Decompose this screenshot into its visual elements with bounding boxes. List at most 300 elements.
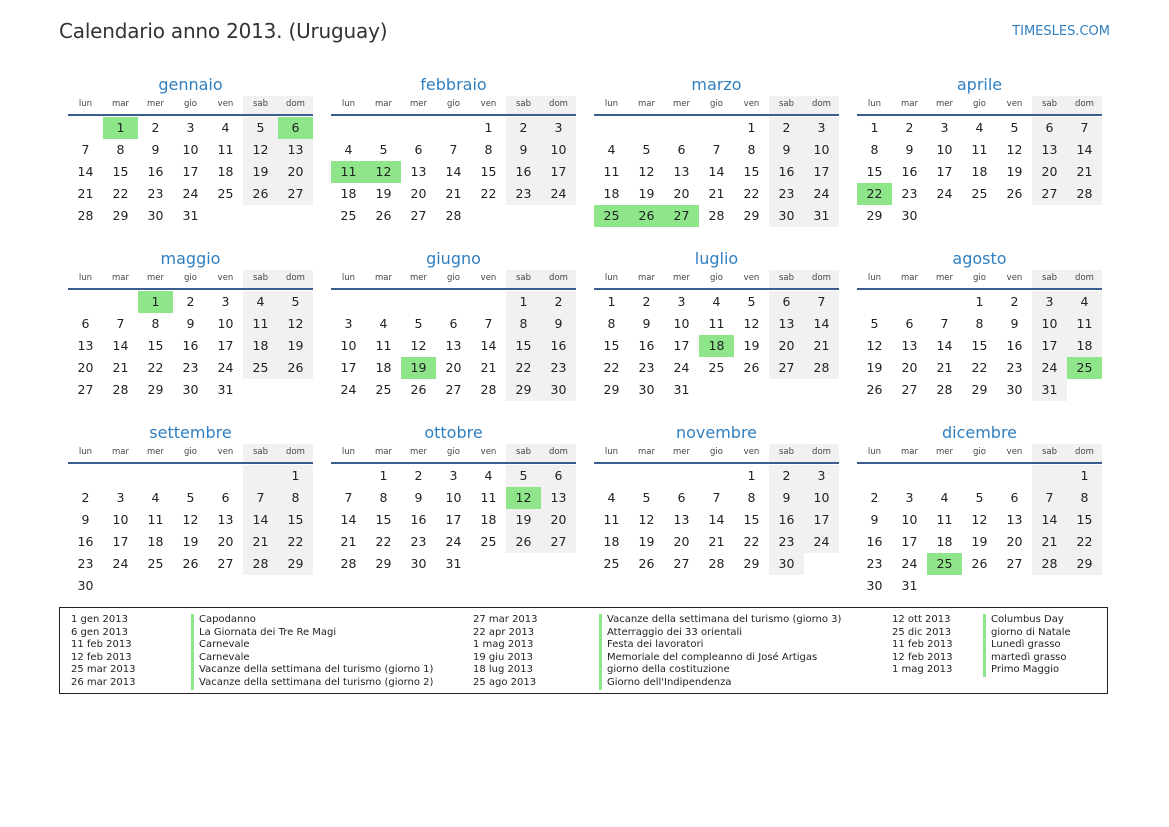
legend-date: 1 mag 2013 <box>473 639 534 651</box>
legend-date: 26 mar 2013 <box>71 676 136 688</box>
day-cell: 26 <box>866 382 883 397</box>
weekday-label: mar <box>375 99 392 109</box>
day-cell: 2 <box>186 294 195 309</box>
weekday-label: mer <box>935 273 953 283</box>
weekday-label: sab <box>769 96 804 114</box>
legend-row <box>473 664 841 677</box>
day-cell: 13 <box>77 338 94 353</box>
day-cell: 11 <box>243 313 278 335</box>
day-empty <box>401 117 436 139</box>
day-grid <box>594 290 839 401</box>
month-luglio <box>594 248 839 422</box>
day-cell-holiday: 12 <box>506 487 541 509</box>
weekday-label: ven <box>743 273 760 283</box>
day-cell: 15 <box>506 335 541 357</box>
day-cell: 6 <box>449 316 458 331</box>
weekday-label: ven <box>217 447 234 457</box>
day-cell: 6 <box>81 316 90 331</box>
day-cell: 10 <box>217 316 234 331</box>
day-cell: 25 <box>217 186 234 201</box>
day-cell: 11 <box>936 512 953 527</box>
month-marzo <box>594 74 839 248</box>
weekday-label: mar <box>112 447 129 457</box>
day-cell: 20 <box>217 534 234 549</box>
day-grid <box>594 464 839 575</box>
day-cell: 7 <box>804 291 839 313</box>
day-cell: 19 <box>243 161 278 183</box>
weekday-label: dom <box>804 444 839 462</box>
day-cell: 13 <box>410 164 427 179</box>
day-cell: 9 <box>769 487 804 509</box>
legend-column <box>71 614 433 690</box>
day-cell-holiday: 25 <box>594 205 629 227</box>
legend-holiday-name: Giorno dell'Indipendenza <box>599 677 732 690</box>
day-cell: 30 <box>147 208 164 223</box>
day-empty <box>997 465 1032 487</box>
day-cell: 28 <box>936 382 953 397</box>
weekday-label: mar <box>112 273 129 283</box>
day-cell: 3 <box>677 294 686 309</box>
day-cell: 25 <box>708 360 725 375</box>
legend-holiday-name: Carnevale <box>191 639 250 652</box>
legend-holiday-name: Memoriale del compleanno di José Artigas <box>599 652 817 665</box>
day-cell: 15 <box>112 164 129 179</box>
weekday-label: sab <box>1032 444 1067 462</box>
day-cell: 24 <box>112 556 129 571</box>
day-cell: 11 <box>708 316 725 331</box>
day-cell: 20 <box>769 335 804 357</box>
day-cell: 9 <box>769 139 804 161</box>
day-cell: 22 <box>506 357 541 379</box>
holiday-legend <box>59 607 1108 694</box>
day-cell: 5 <box>642 490 651 505</box>
weekday-label: lun <box>341 447 356 457</box>
day-cell: 27 <box>77 382 94 397</box>
day-cell-holiday: 26 <box>629 205 664 227</box>
day-grid <box>857 116 1102 227</box>
day-cell: 20 <box>673 534 690 549</box>
day-cell: 29 <box>866 208 883 223</box>
day-cell: 25 <box>340 208 357 223</box>
weekday-label: gio <box>184 273 197 283</box>
day-cell: 24 <box>804 531 839 553</box>
month-settembre <box>68 422 313 596</box>
day-empty <box>68 465 103 487</box>
day-cell: 19 <box>638 186 655 201</box>
month-aprile <box>857 74 1102 248</box>
day-cell: 12 <box>278 313 313 335</box>
legend-date: 27 mar 2013 <box>473 614 538 625</box>
legend-date: 1 mag 2013 <box>892 664 953 676</box>
day-cell: 13 <box>445 338 462 353</box>
day-cell: 23 <box>1006 360 1023 375</box>
day-cell: 20 <box>77 360 94 375</box>
day-cell: 5 <box>186 490 195 505</box>
day-cell: 1 <box>747 120 756 135</box>
weekday-label: mer <box>146 99 164 109</box>
day-empty <box>331 117 366 139</box>
day-cell: 17 <box>673 338 690 353</box>
day-cell: 23 <box>866 556 883 571</box>
legend-row <box>71 652 433 665</box>
day-cell: 27 <box>445 382 462 397</box>
legend-row <box>892 614 1071 627</box>
day-cell: 3 <box>905 490 914 505</box>
day-cell: 18 <box>217 164 234 179</box>
day-cell: 16 <box>866 534 883 549</box>
day-cell: 20 <box>541 509 576 531</box>
legend-date: 25 dic 2013 <box>892 626 952 638</box>
weekday-label: gio <box>973 273 986 283</box>
day-cell: 3 <box>344 316 353 331</box>
day-cell: 2 <box>870 490 879 505</box>
legend-row <box>892 664 1071 677</box>
day-cell-holiday: 27 <box>664 205 699 227</box>
day-cell: 5 <box>506 465 541 487</box>
month-name: febbraio <box>420 75 487 94</box>
day-grid <box>68 290 313 401</box>
legend-row <box>71 677 433 690</box>
day-cell: 5 <box>870 316 879 331</box>
day-cell: 30 <box>182 382 199 397</box>
day-cell: 4 <box>1067 291 1102 313</box>
month-ottobre <box>331 422 576 596</box>
day-cell: 4 <box>379 316 388 331</box>
day-cell: 12 <box>638 164 655 179</box>
day-cell: 2 <box>414 468 423 483</box>
day-cell: 31 <box>217 382 234 397</box>
month-name: luglio <box>694 249 739 268</box>
day-cell: 25 <box>243 357 278 379</box>
day-cell: 13 <box>673 164 690 179</box>
day-cell: 4 <box>221 120 230 135</box>
legend-row <box>892 627 1071 640</box>
day-cell: 17 <box>1032 335 1067 357</box>
weekday-label: dom <box>804 270 839 288</box>
month-name: dicembre <box>941 423 1018 442</box>
day-cell: 14 <box>243 509 278 531</box>
day-cell: 8 <box>870 142 879 157</box>
brand-link[interactable]: TIMESLES.COM <box>1012 24 1110 39</box>
legend-date: 25 mar 2013 <box>71 664 136 676</box>
weekday-label: lun <box>604 273 619 283</box>
day-cell: 28 <box>480 382 497 397</box>
day-cell: 2 <box>506 117 541 139</box>
weekday-label: dom <box>1067 96 1102 114</box>
legend-column <box>473 614 841 690</box>
day-cell: 19 <box>743 338 760 353</box>
legend-date: 19 giu 2013 <box>473 651 533 663</box>
weekday-header <box>68 444 313 464</box>
day-cell: 24 <box>182 186 199 201</box>
weekday-label: mar <box>638 273 655 283</box>
day-cell: 31 <box>901 578 918 593</box>
day-empty <box>173 465 208 487</box>
weekday-label: dom <box>541 270 576 288</box>
day-cell: 18 <box>243 335 278 357</box>
month-agosto <box>857 248 1102 422</box>
day-cell: 8 <box>607 316 616 331</box>
day-cell: 14 <box>708 164 725 179</box>
day-cell: 6 <box>769 291 804 313</box>
day-cell-holiday: 6 <box>278 117 313 139</box>
weekday-label: mar <box>638 99 655 109</box>
day-cell: 28 <box>243 553 278 575</box>
day-empty <box>892 291 927 313</box>
weekday-label: dom <box>278 270 313 288</box>
day-cell: 24 <box>445 534 462 549</box>
weekday-label: gio <box>710 447 723 457</box>
legend-row <box>473 627 841 640</box>
weekday-label: mer <box>409 273 427 283</box>
day-empty <box>366 117 401 139</box>
day-cell: 30 <box>769 553 804 575</box>
day-cell: 10 <box>340 338 357 353</box>
month-maggio <box>68 248 313 422</box>
day-cell: 23 <box>506 183 541 205</box>
day-empty <box>664 465 699 487</box>
day-cell: 9 <box>541 313 576 335</box>
day-empty <box>331 291 366 313</box>
day-cell: 8 <box>278 487 313 509</box>
day-cell: 10 <box>182 142 199 157</box>
day-cell: 5 <box>747 294 756 309</box>
weekday-label: sab <box>1032 270 1067 288</box>
weekday-label: lun <box>341 273 356 283</box>
weekday-label: lun <box>78 273 93 283</box>
day-cell: 2 <box>905 120 914 135</box>
weekday-label: sab <box>243 96 278 114</box>
weekday-label: ven <box>1006 273 1023 283</box>
day-cell: 21 <box>708 534 725 549</box>
weekday-label: gio <box>447 273 460 283</box>
day-cell: 23 <box>410 534 427 549</box>
weekday-header <box>331 444 576 464</box>
day-cell: 26 <box>743 360 760 375</box>
weekday-label: mar <box>638 447 655 457</box>
day-cell: 5 <box>414 316 423 331</box>
day-cell: 29 <box>278 553 313 575</box>
day-cell: 21 <box>708 186 725 201</box>
day-cell: 16 <box>638 338 655 353</box>
day-cell: 19 <box>506 509 541 531</box>
day-cell: 19 <box>182 534 199 549</box>
day-cell: 29 <box>506 379 541 401</box>
weekday-label: lun <box>604 99 619 109</box>
day-cell: 8 <box>379 490 388 505</box>
legend-holiday-name: Vacanze della settimana del turismo (giorno 1) <box>191 664 433 677</box>
day-cell: 27 <box>769 357 804 379</box>
weekday-header <box>594 96 839 116</box>
day-cell-holiday: 19 <box>401 357 436 379</box>
weekday-label: ven <box>480 447 497 457</box>
weekday-label: dom <box>1067 444 1102 462</box>
day-cell: 2 <box>151 120 160 135</box>
weekday-label: ven <box>1006 99 1023 109</box>
day-cell: 22 <box>971 360 988 375</box>
day-cell: 17 <box>445 512 462 527</box>
day-cell: 20 <box>673 186 690 201</box>
day-cell: 4 <box>151 490 160 505</box>
weekday-header <box>331 96 576 116</box>
day-cell: 23 <box>182 360 199 375</box>
day-empty <box>857 291 892 313</box>
day-cell: 5 <box>642 142 651 157</box>
legend-date: 12 feb 2013 <box>71 651 132 663</box>
day-cell: 12 <box>1006 142 1023 157</box>
weekday-label: ven <box>743 447 760 457</box>
day-cell: 3 <box>541 117 576 139</box>
day-cell: 16 <box>769 161 804 183</box>
day-cell: 23 <box>77 556 94 571</box>
day-cell: 29 <box>603 382 620 397</box>
day-cell: 13 <box>1032 139 1067 161</box>
day-cell: 3 <box>116 490 125 505</box>
day-cell: 20 <box>901 360 918 375</box>
month-giugno <box>331 248 576 422</box>
day-cell: 6 <box>1032 117 1067 139</box>
day-cell: 13 <box>1006 512 1023 527</box>
day-cell: 17 <box>112 534 129 549</box>
day-cell: 18 <box>936 534 953 549</box>
day-cell: 31 <box>804 205 839 227</box>
day-cell: 4 <box>243 291 278 313</box>
day-cell: 9 <box>642 316 651 331</box>
day-cell: 22 <box>603 360 620 375</box>
day-cell: 20 <box>1006 534 1023 549</box>
day-cell: 13 <box>541 487 576 509</box>
day-cell: 18 <box>340 186 357 201</box>
day-cell: 21 <box>112 360 129 375</box>
day-grid <box>331 290 576 401</box>
month-name: maggio <box>160 249 221 268</box>
weekday-label: sab <box>769 444 804 462</box>
day-empty <box>629 465 664 487</box>
day-cell: 7 <box>940 316 949 331</box>
day-cell: 26 <box>278 357 313 379</box>
day-empty <box>103 465 138 487</box>
day-cell: 23 <box>769 183 804 205</box>
page-title: Calendario anno 2013. (Uruguay) <box>59 19 388 43</box>
day-grid <box>68 464 313 597</box>
day-empty <box>857 465 892 487</box>
day-cell: 22 <box>375 534 392 549</box>
day-cell: 5 <box>278 291 313 313</box>
day-cell: 16 <box>506 161 541 183</box>
day-cell: 30 <box>1006 382 1023 397</box>
legend-date: 22 apr 2013 <box>473 626 535 638</box>
day-cell: 10 <box>804 139 839 161</box>
day-cell: 11 <box>603 164 620 179</box>
legend-date: 11 feb 2013 <box>892 639 953 651</box>
day-cell-holiday: 25 <box>927 553 962 575</box>
day-cell: 18 <box>603 534 620 549</box>
day-cell: 15 <box>743 512 760 527</box>
day-cell: 7 <box>81 142 90 157</box>
legend-row <box>71 614 433 627</box>
day-cell: 19 <box>375 186 392 201</box>
day-cell: 8 <box>484 142 493 157</box>
weekday-label: gio <box>973 99 986 109</box>
day-cell: 12 <box>410 338 427 353</box>
day-cell: 19 <box>1006 164 1023 179</box>
day-cell: 28 <box>708 208 725 223</box>
day-cell: 14 <box>480 338 497 353</box>
day-cell: 29 <box>147 382 164 397</box>
day-cell: 24 <box>1032 357 1067 379</box>
day-cell: 21 <box>1067 161 1102 183</box>
day-cell: 5 <box>379 142 388 157</box>
weekday-label: mer <box>146 273 164 283</box>
day-cell: 11 <box>480 490 497 505</box>
day-cell: 19 <box>278 335 313 357</box>
weekday-label: mar <box>112 99 129 109</box>
day-cell: 12 <box>638 512 655 527</box>
day-cell: 3 <box>221 294 230 309</box>
legend-row <box>473 614 841 627</box>
weekday-label: lun <box>867 447 882 457</box>
legend-holiday-name: giorno di Natale <box>983 627 1071 640</box>
day-cell: 22 <box>1067 531 1102 553</box>
weekday-header <box>68 270 313 290</box>
day-cell: 14 <box>708 512 725 527</box>
weekday-label: mer <box>409 99 427 109</box>
day-cell: 16 <box>541 335 576 357</box>
legend-date: 12 feb 2013 <box>892 651 953 663</box>
day-cell: 10 <box>445 490 462 505</box>
weekday-header <box>857 270 1102 290</box>
day-cell: 27 <box>278 183 313 205</box>
day-cell: 31 <box>445 556 462 571</box>
day-cell: 29 <box>375 556 392 571</box>
day-cell: 18 <box>603 186 620 201</box>
day-empty <box>243 465 278 487</box>
day-cell-holiday: 25 <box>1067 357 1102 379</box>
day-cell: 29 <box>971 382 988 397</box>
day-cell: 14 <box>1067 139 1102 161</box>
weekday-label: mer <box>672 273 690 283</box>
legend-date: 25 ago 2013 <box>473 676 537 688</box>
day-cell: 21 <box>936 360 953 375</box>
day-cell: 26 <box>410 382 427 397</box>
day-cell: 15 <box>1067 509 1102 531</box>
month-febbraio <box>331 74 576 248</box>
day-cell: 12 <box>743 316 760 331</box>
day-empty <box>962 465 997 487</box>
day-cell: 14 <box>112 338 129 353</box>
day-cell: 15 <box>147 338 164 353</box>
weekday-label: gio <box>710 273 723 283</box>
day-cell: 4 <box>940 490 949 505</box>
weekday-label: dom <box>541 444 576 462</box>
month-name: aprile <box>956 75 1003 94</box>
day-empty <box>68 291 103 313</box>
day-cell: 16 <box>182 338 199 353</box>
day-cell: 1 <box>975 294 984 309</box>
day-cell: 6 <box>221 490 230 505</box>
day-cell: 26 <box>971 556 988 571</box>
day-cell: 28 <box>804 357 839 379</box>
day-cell: 9 <box>506 139 541 161</box>
day-cell: 23 <box>901 186 918 201</box>
day-cell: 24 <box>340 382 357 397</box>
day-empty <box>594 465 629 487</box>
day-empty <box>103 291 138 313</box>
day-cell: 23 <box>147 186 164 201</box>
day-cell: 26 <box>243 183 278 205</box>
day-cell: 15 <box>278 509 313 531</box>
day-cell: 11 <box>217 142 234 157</box>
